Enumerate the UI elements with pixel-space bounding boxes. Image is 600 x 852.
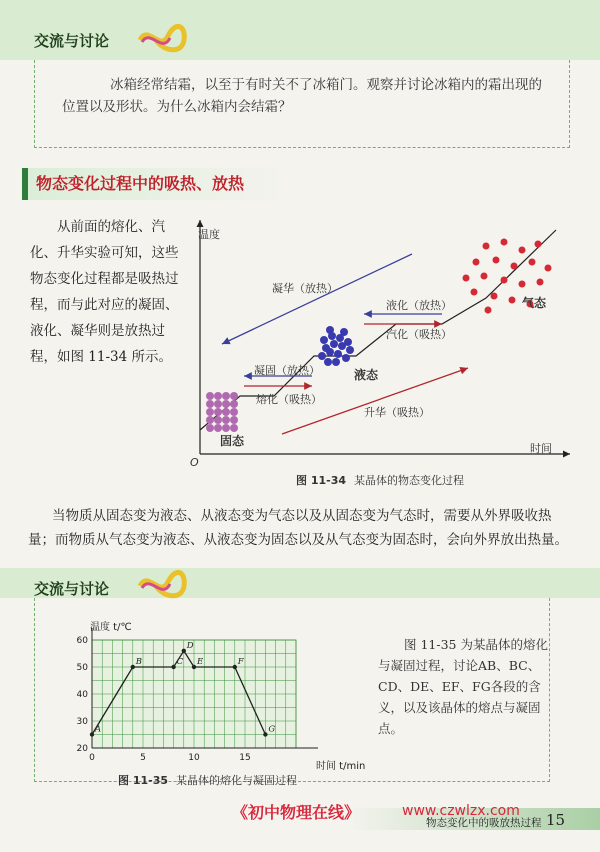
desublimation-label: 凝华（放热） <box>272 282 338 295</box>
figure-11-35-caption-text: 某晶体的熔化与凝固过程 <box>176 774 298 787</box>
chart-point-label: G <box>268 724 276 735</box>
watermark-url: www.czwlzx.com <box>402 803 520 819</box>
diagram-x-axis-label: 时间 <box>530 442 552 455</box>
chart-data-point <box>263 732 267 736</box>
watermark-text: 《初中物理在线》 <box>232 803 361 822</box>
chart-point-label: C <box>176 657 184 667</box>
sublimation-label: 升华（吸热） <box>364 406 430 419</box>
chart-point-label: D <box>186 640 194 651</box>
chart-x-tick-label: 5 <box>140 753 146 763</box>
middle-paragraph: 当物质从固态变为液态、从液态变为气态以及从固态变为气态时，需要从外界吸收热量；而物质从气态变为液态、从液态变为固态以及从气态变为固态时，会向外界放出热量。 <box>28 508 568 548</box>
solidification-label: 凝固（放热） <box>254 364 320 377</box>
chart-point-label: A <box>95 724 102 735</box>
page-number: 15 <box>546 811 566 829</box>
figure-11-35-number: 图 11-35 <box>118 774 169 787</box>
liquid-state-label: 液态 <box>354 368 379 382</box>
chart-data-point <box>182 649 186 653</box>
figure-11-34-caption-text: 某晶体的物态变化过程 <box>354 474 465 487</box>
melting-label: 熔化（吸热） <box>256 393 322 406</box>
chart-y-tick-label: 20 <box>76 744 88 754</box>
discussion-tab-label: 交流与讨论 <box>34 32 110 50</box>
chart-x-tick-label: 10 <box>188 753 200 763</box>
discussion-tab-label-2: 交流与讨论 <box>34 580 110 598</box>
figure-11-34-caption <box>296 472 464 488</box>
section-heading: 物态变化过程中的吸热、放热 <box>22 168 284 200</box>
chart-y-tick-label: 30 <box>76 717 88 727</box>
figure-11-35-caption <box>118 772 297 788</box>
solid-particles <box>206 392 238 432</box>
swirl-logo-icon-2 <box>134 568 190 600</box>
state-change-diagram <box>186 216 576 464</box>
diagram-y-axis-label: 温度 <box>198 228 220 241</box>
liquefaction-label: 液化（放热） <box>386 299 452 312</box>
diagram-origin-label: O <box>190 456 199 469</box>
chart-point-label: F <box>237 657 244 667</box>
chart-y-tick-label: 40 <box>76 690 88 700</box>
discussion-body-2: 图 11-35 为某晶体的熔化与凝固过程，讨论AB、BC、CD、DE、EF、FG各段的含义，以及该晶体的熔点与凝固点。 <box>378 637 548 736</box>
desublimation-arrow <box>222 254 412 344</box>
gas-state-label: 气态 <box>522 296 547 310</box>
swirl-logo-icon <box>134 22 190 54</box>
chart-point-label: B <box>135 657 143 667</box>
liquid-particles <box>318 326 354 366</box>
chart-data-point <box>171 665 175 669</box>
chart-y-tick-label: 50 <box>76 663 88 673</box>
chart-x-axis-label: 时间 t/min <box>316 761 366 772</box>
chart-y-tick-label: 60 <box>76 636 88 646</box>
chart-y-axis-label: 温度 t/℃ <box>90 622 132 633</box>
chart-x-tick-label: 15 <box>239 753 251 763</box>
chart-data-point <box>131 665 135 669</box>
vaporization-label: 汽化（吸热） <box>386 328 452 341</box>
chart-x-tick-label: 0 <box>89 753 95 763</box>
chart-data-point <box>233 665 237 669</box>
discussion-body-1: 冰箱经常结霜，以至于有时关不了冰箱门。观察并讨论冰箱内的霜出现的位置以及形状。为什么冰箱内会结霜？ <box>62 77 542 115</box>
solid-state-label: 固态 <box>220 434 245 448</box>
chart-data-point <box>192 665 196 669</box>
section-side-text: 从前面的熔化、汽化、升华实验可知，这些物态变化过程都是吸热过程，而与此对应的凝固、液化、凝华则是放热过程，如图 11-34 所示。 <box>30 219 179 365</box>
figure-11-34-number: 图 11-34 <box>296 474 347 487</box>
melting-chart <box>64 614 364 774</box>
chart-point-label: E <box>197 657 204 667</box>
chart-data-point <box>90 732 94 736</box>
running-title: 物态变化中的吸放热过程 <box>426 817 542 829</box>
